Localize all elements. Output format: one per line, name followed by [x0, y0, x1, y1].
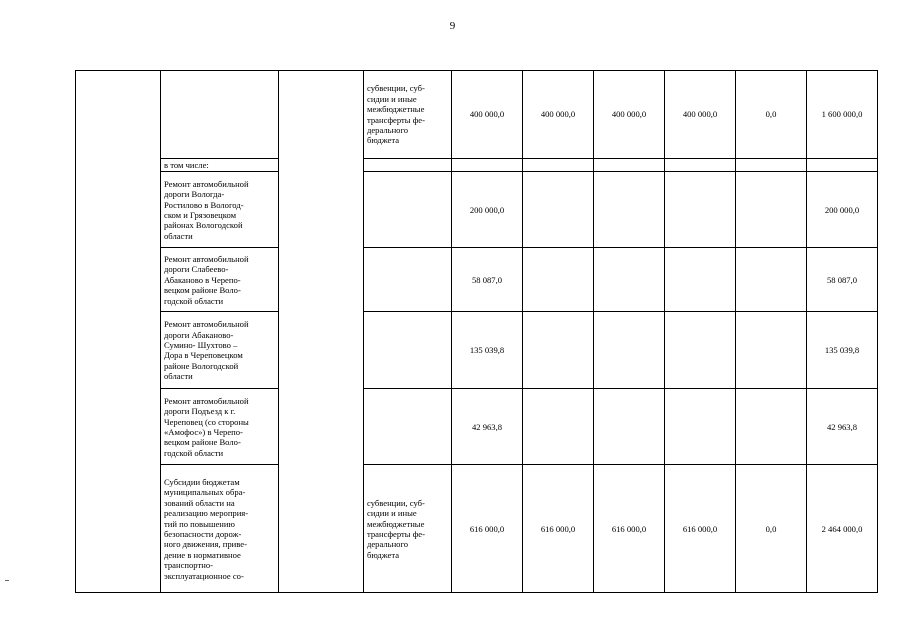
- description-cell: в том числе:: [161, 159, 279, 172]
- table-row: [76, 71, 878, 159]
- value-cell: 616 000,0: [665, 465, 736, 593]
- total-cell: 1 600 000,0: [807, 71, 878, 159]
- budget-table: [75, 70, 878, 593]
- total-cell: 2 464 000,0: [807, 465, 878, 593]
- description-cell: Субсидии бюджетам муниципальных обра- зований области на реализацию мероприя- тий по повышению безопасности дорож- ного движения, приве- дение в нормативное транспортно- эксплуатационное со-: [161, 465, 279, 593]
- description-cell: Ремонт автомобильной дороги Вологда- Ростилово в Вологод- ском и Грязовецком районах Вологодской области: [161, 172, 279, 248]
- total-cell: 135 039,8: [807, 312, 878, 389]
- source-cell: [364, 248, 452, 312]
- table-row: [76, 172, 878, 248]
- value-cell: [736, 248, 807, 312]
- total-cell: 58 087,0: [807, 248, 878, 312]
- value-cell: [665, 312, 736, 389]
- value-cell: [594, 248, 665, 312]
- value-cell: [665, 389, 736, 465]
- value-cell: 0,0: [736, 71, 807, 159]
- value-cell: [594, 159, 665, 172]
- value-cell: [736, 312, 807, 389]
- value-cell: 200 000,0: [452, 172, 523, 248]
- empty-cell: [76, 71, 161, 593]
- value-cell: [594, 389, 665, 465]
- source-cell: субвенции, суб- сидии и иные межбюджетные трансферты фе- дерального бюджета: [364, 71, 452, 159]
- value-cell: 0,0: [736, 465, 807, 593]
- value-cell: [594, 172, 665, 248]
- description-cell: Ремонт автомобильной дороги Абаканово- Сумино- Шухтово – Дора в Череповецком районе Вологодской области: [161, 312, 279, 389]
- source-cell: [364, 389, 452, 465]
- total-cell: 200 000,0: [807, 172, 878, 248]
- value-cell: 135 039,8: [452, 312, 523, 389]
- value-cell: [736, 159, 807, 172]
- description-cell: Ремонт автомобильной дороги Подъезд к г. Череповец (со стороны «Амофос») в Черепо- вецком районе Воло- годской области: [161, 389, 279, 465]
- value-cell: 42 963,8: [452, 389, 523, 465]
- value-cell: [523, 172, 594, 248]
- value-cell: [523, 312, 594, 389]
- value-cell: [452, 159, 523, 172]
- source-cell: субвенции, суб- сидии и иные межбюджетные трансферты фе- дерального бюджета: [364, 465, 452, 593]
- table-row: [76, 465, 878, 593]
- table-row: [76, 389, 878, 465]
- total-cell: 42 963,8: [807, 389, 878, 465]
- table-row: [76, 159, 878, 172]
- value-cell: [523, 248, 594, 312]
- scan-mark: [5, 580, 9, 581]
- value-cell: 616 000,0: [523, 465, 594, 593]
- value-cell: [523, 159, 594, 172]
- source-cell: [364, 312, 452, 389]
- table-row: [76, 248, 878, 312]
- page-number: 9: [449, 20, 456, 32]
- description-cell: [161, 71, 279, 159]
- value-cell: 616 000,0: [452, 465, 523, 593]
- value-cell: [736, 389, 807, 465]
- value-cell: 400 000,0: [594, 71, 665, 159]
- value-cell: [665, 248, 736, 312]
- value-cell: [523, 389, 594, 465]
- value-cell: [736, 172, 807, 248]
- empty-cell: [279, 71, 364, 593]
- value-cell: [594, 312, 665, 389]
- source-cell: [364, 159, 452, 172]
- source-cell: [364, 172, 452, 248]
- value-cell: 400 000,0: [452, 71, 523, 159]
- value-cell: 400 000,0: [523, 71, 594, 159]
- description-cell: Ремонт автомобильной дороги Слабеево- Абаканово в Черепо- вецком районе Воло- годской области: [161, 248, 279, 312]
- value-cell: [665, 159, 736, 172]
- value-cell: 616 000,0: [594, 465, 665, 593]
- value-cell: 58 087,0: [452, 248, 523, 312]
- table-row: [76, 312, 878, 389]
- value-cell: 400 000,0: [665, 71, 736, 159]
- value-cell: [665, 172, 736, 248]
- total-cell: [807, 159, 878, 172]
